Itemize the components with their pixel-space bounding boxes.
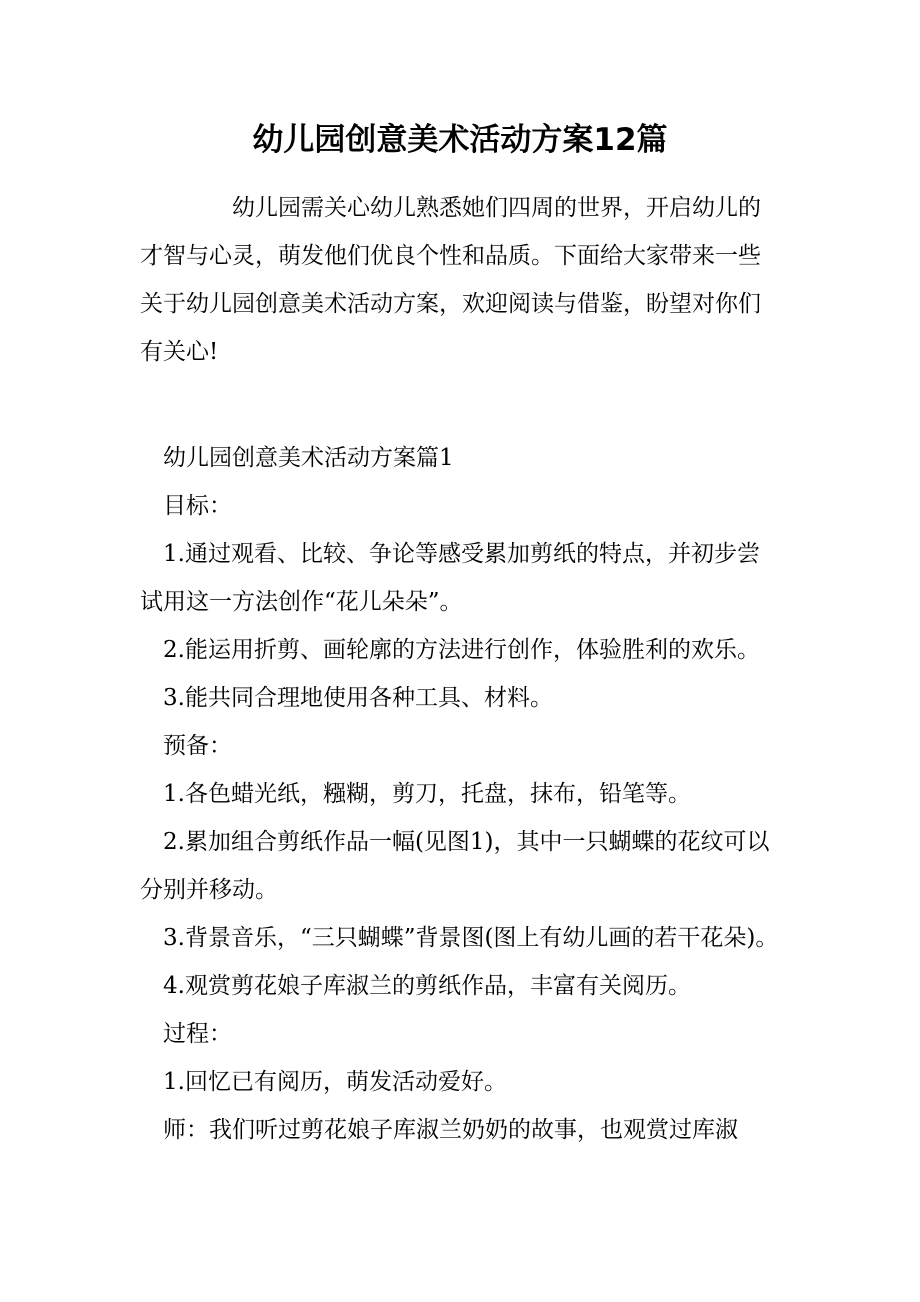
paragraph-spacer (140, 376, 782, 434)
preparation-label: 预备： (163, 733, 232, 759)
goal-item-2: 2.能运用折剪、画轮廓的方法进行创作，体验胜利的欢乐。 (163, 637, 760, 663)
process-item-1: 1.回忆已有阅历，萌发活动爱好。 (163, 1069, 507, 1095)
document-title: 幼儿园创意美术活动方案12篇 (252, 122, 668, 158)
preparation-item-1: 1.各色蜡光纸，糨糊，剪刀，托盘，抹布，铅笔等。 (163, 781, 691, 807)
goal-item-3: 3.能共同合理地使用各种工具、材料。 (163, 685, 553, 711)
goal-item-1: 1.通过观看、比较、争论等感受累加剪纸的特点，并初步尝试用这一方法创作“花儿朵朵”。 (140, 541, 760, 615)
goals-label: 目标： (163, 493, 232, 519)
preparation-item-2: 2.累加组合剪纸作品一幅(见图1)，其中一只蝴蝶的花纹可以分别并移动。 (140, 829, 770, 903)
process-item-2: 师：我们听过剪花娘子库淑兰奶奶的故事，也观赏过库淑 (163, 1117, 738, 1143)
section-heading: 幼儿园创意美术活动方案篇1 (163, 445, 454, 471)
process-label: 过程： (163, 1021, 232, 1047)
intro-paragraph: 幼儿园需关心幼儿熟悉她们四周的世界，开启幼儿的才智与心灵，萌发他们优良个性和品质。下面给大家带来一些关于幼儿园创意美术活动方案，欢迎阅读与借鉴，盼望对你们有关心! (140, 195, 761, 365)
preparation-item-3: 3.背景音乐，“三只蝴蝶”背景图(图上有幼儿画的若干花朵)。 (163, 925, 779, 951)
document-body (140, 184, 782, 1154)
preparation-item-4: 4.观赏剪花娘子库淑兰的剪纸作品，丰富有关阅历。 (163, 973, 691, 999)
